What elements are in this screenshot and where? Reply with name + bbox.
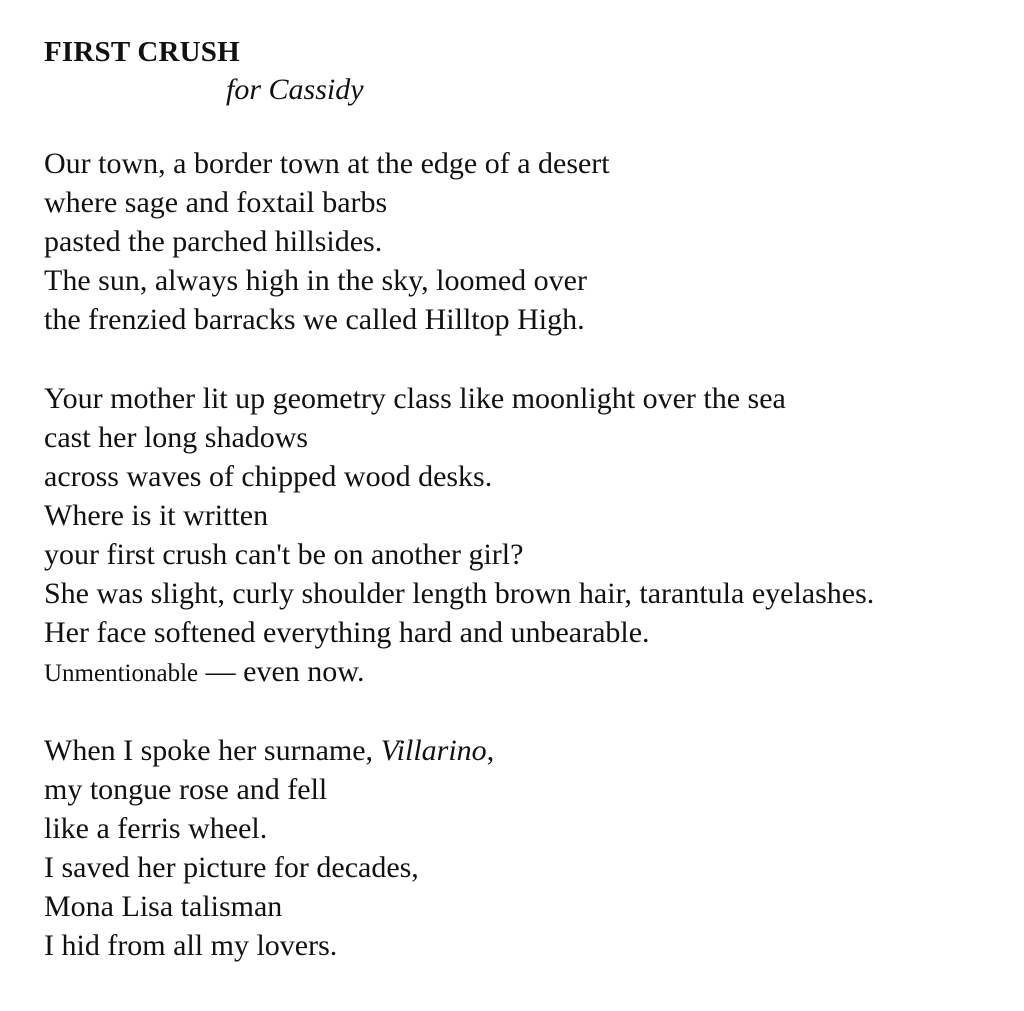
poem-line: my tongue rose and fell [44,773,328,806]
poem-line: your first crush can't be on another girl? [44,538,524,571]
line-before: When I spoke her surname, [44,734,381,767]
poem-line: Her face softened everything hard and unbearable. [44,616,650,649]
poem-line: Where is it written [44,499,269,532]
poem-dedication: for Cassidy [226,73,364,106]
poem-line: across waves of chipped wood desks. [44,460,493,493]
stanza-1 [44,144,1004,339]
poem-line: pasted the parched hillsides. [44,225,383,258]
stanza-3 [44,731,1004,965]
poem-line: I saved her picture for decades, [44,851,419,884]
unmentionable-word: Unmentionable [44,660,199,687]
poem-line: The sun, always high in the sky, loomed over [44,264,587,297]
poem-title: FIRST CRUSH [44,36,240,68]
poem-line: like a ferris wheel. [44,812,268,845]
line-rest: — even now. [198,655,365,688]
poem-line: where sage and foxtail barbs [44,186,388,219]
poem-page [44,34,1004,965]
poem-line: the frenzied barracks we called Hilltop High. [44,303,585,336]
poem-line: Our town, a border town at the edge of a desert [44,147,610,180]
poem-line: Mona Lisa talisman [44,890,283,923]
stanza-2 [44,379,1004,693]
poem-line [44,652,1004,693]
surname-italic: Villarino [380,734,487,767]
poem-line: She was slight, curly shoulder length brown hair, tarantula eyelashes. [44,577,875,610]
poem-line: cast her long shadows [44,421,309,454]
poem-line: Your mother lit up geometry class like moonlight over the sea [44,382,786,415]
poem-line [44,731,1004,770]
line-after: , [486,734,495,767]
poem-line: I hid from all my lovers. [44,929,338,962]
